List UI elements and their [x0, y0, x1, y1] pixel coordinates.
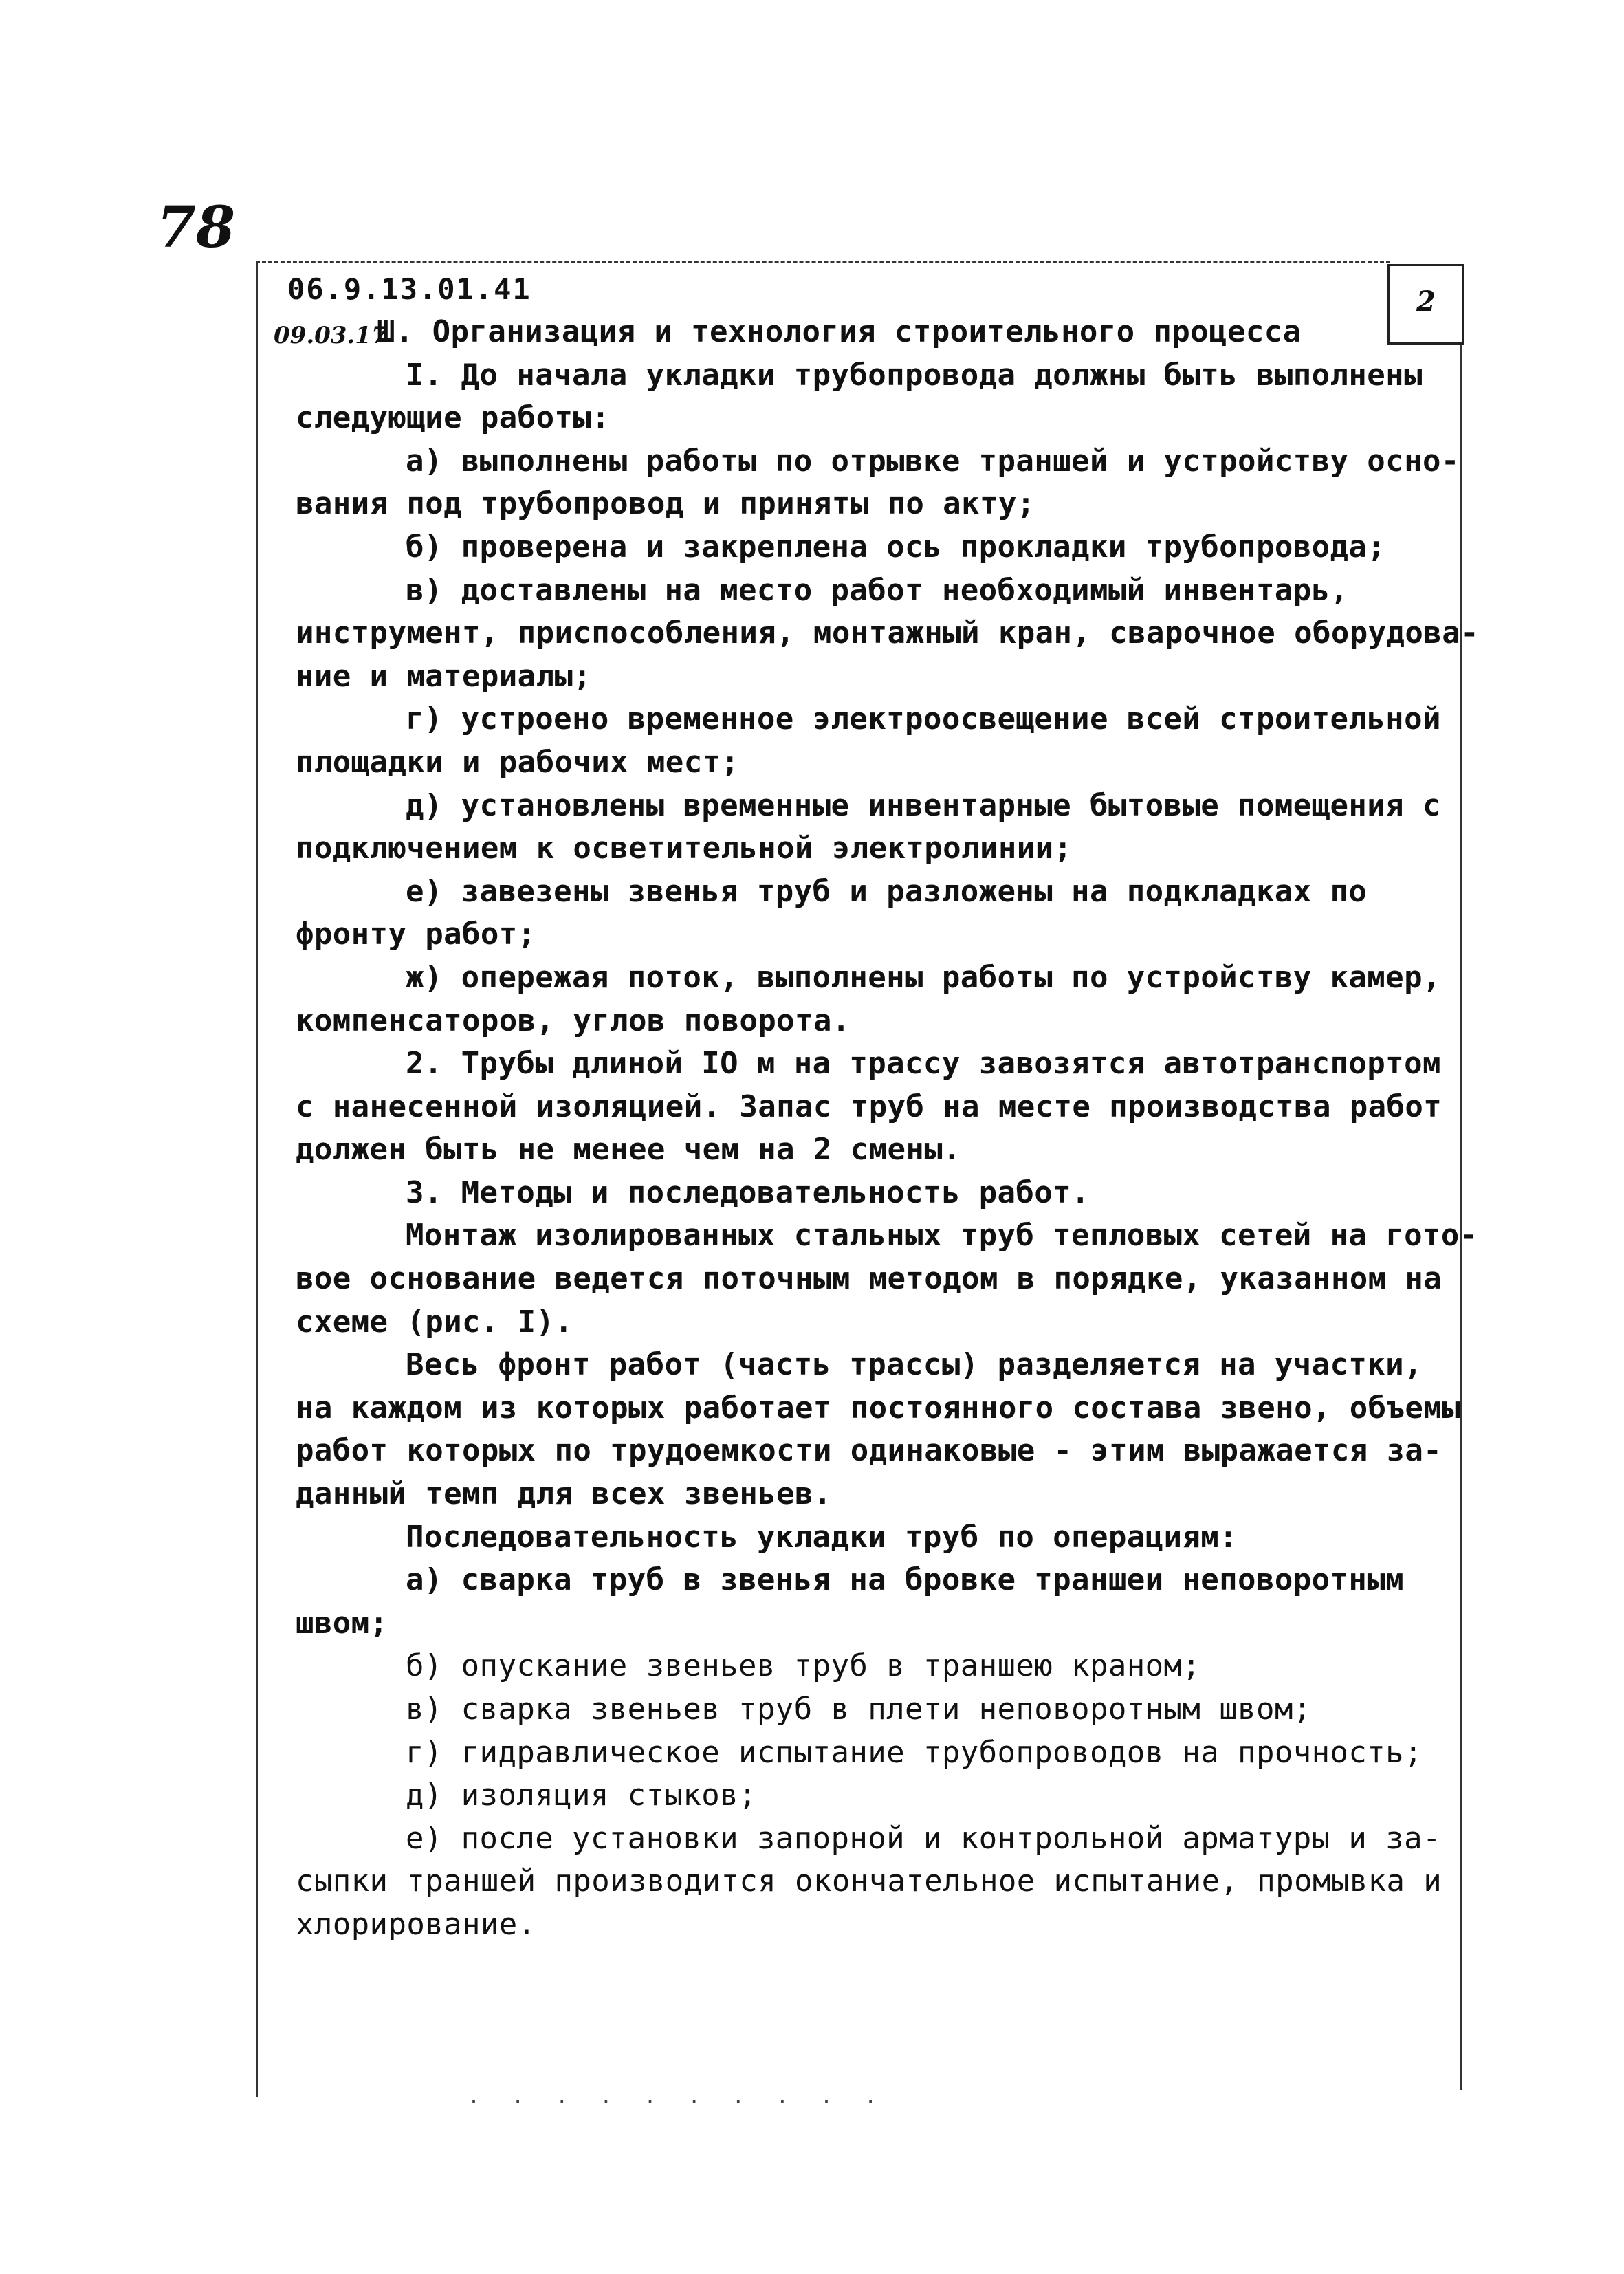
- text-line: б) проверена и закреплена ось прокладки трубопровода;: [406, 529, 1386, 565]
- text-line: Весь фронт работ (часть трассы) разделяется на участки,: [406, 1347, 1423, 1383]
- text-line: на каждом из которых работает постоянного состава звено, объемы: [296, 1390, 1461, 1425]
- text-line: данный темп для всех звеньев.: [296, 1476, 832, 1512]
- text-line: швом;: [296, 1605, 388, 1641]
- text-line: в) сварка звеньев труб в плети неповоротным швом;: [406, 1692, 1312, 1727]
- text-line: вое основание ведется поточным методом в порядке, указанном на: [296, 1261, 1442, 1297]
- text-line: ние и материалы;: [296, 658, 592, 694]
- text-line: работ которых по трудоемкости одинаковые - этим выражается за-: [296, 1433, 1442, 1469]
- text-line: фронту работ;: [296, 917, 536, 952]
- text-line: г) гидравлическое испытание трубопроводов на прочность;: [406, 1734, 1423, 1770]
- text-line: 3. Методы и последовательность работ.: [406, 1174, 1090, 1210]
- frame-left-border: [256, 261, 258, 2097]
- handwritten-date: 09.03.17: [274, 322, 388, 349]
- text-line: е) после установки запорной и контрольной арматуры и за-: [406, 1820, 1441, 1856]
- document-body: [296, 311, 1479, 1947]
- text-line: площадки и рабочих мест;: [296, 744, 740, 780]
- text-line: е) завезены звенья труб и разложены на подкладках по: [406, 873, 1368, 909]
- text-line: д) установлены временные инвентарные бытовые помещения с: [406, 787, 1441, 823]
- text-line: с нанесенной изоляцией. Запас труб на месте производства работ: [296, 1089, 1442, 1124]
- text-line: ж) опережая поток, выполнены работы по устройству камер,: [406, 959, 1441, 995]
- text-line: г) устроено временное электроосвещение всей строительной: [406, 701, 1441, 737]
- text-line: подключением к осветительной электролинии;: [296, 831, 1073, 866]
- text-line: сыпки траншей производится окончательное испытание, промывка и: [296, 1863, 1442, 1899]
- text-line: схеме (рис. I).: [296, 1304, 573, 1340]
- text-line: I. До начала укладки трубопровода должны быть выполнены: [406, 357, 1423, 393]
- text-line: вания под трубопровод и приняты по акту;: [296, 486, 1035, 522]
- text-line: д) изоляция стыков;: [406, 1778, 757, 1813]
- text-line: должен быть не менее чем на 2 смены.: [296, 1132, 962, 1168]
- text-line: компенсаторов, углов поворота.: [296, 1003, 851, 1038]
- text-line: инструмент, приспособления, монтажный кран, сварочное оборудова-: [296, 615, 1479, 651]
- text-line: Ш. Организация и технология строительного процесса: [377, 314, 1302, 349]
- text-line: Последовательность укладки труб по операциям:: [406, 1519, 1238, 1555]
- scan-artifact-dots: · · · · · · · · · ·: [468, 2090, 887, 2114]
- text-line: Монтаж изолированных стальных труб тепловых сетей на гото-: [406, 1218, 1478, 1254]
- page-number: 78: [157, 195, 236, 261]
- sheet-number: 2: [1416, 285, 1436, 318]
- text-line: хлорирование.: [296, 1906, 536, 1942]
- document-code: 06.9.13.01.41: [287, 272, 531, 306]
- text-line: 2. Трубы длиной IO м на трассу завозятся автотранспортом: [406, 1046, 1441, 1082]
- text-line: а) выполнены работы по отрывке траншей и устройству осно-: [406, 443, 1460, 479]
- frame-top-border: [256, 261, 1390, 263]
- text-line: б) опускание звеньев труб в траншею краном;: [406, 1648, 1201, 1684]
- text-line: а) сварка труб в звенья на бровке траншеи неповоротным: [406, 1562, 1405, 1598]
- text-line: следующие работы:: [296, 400, 611, 436]
- text-line: в) доставлены на место работ необходимый инвентарь,: [406, 572, 1349, 608]
